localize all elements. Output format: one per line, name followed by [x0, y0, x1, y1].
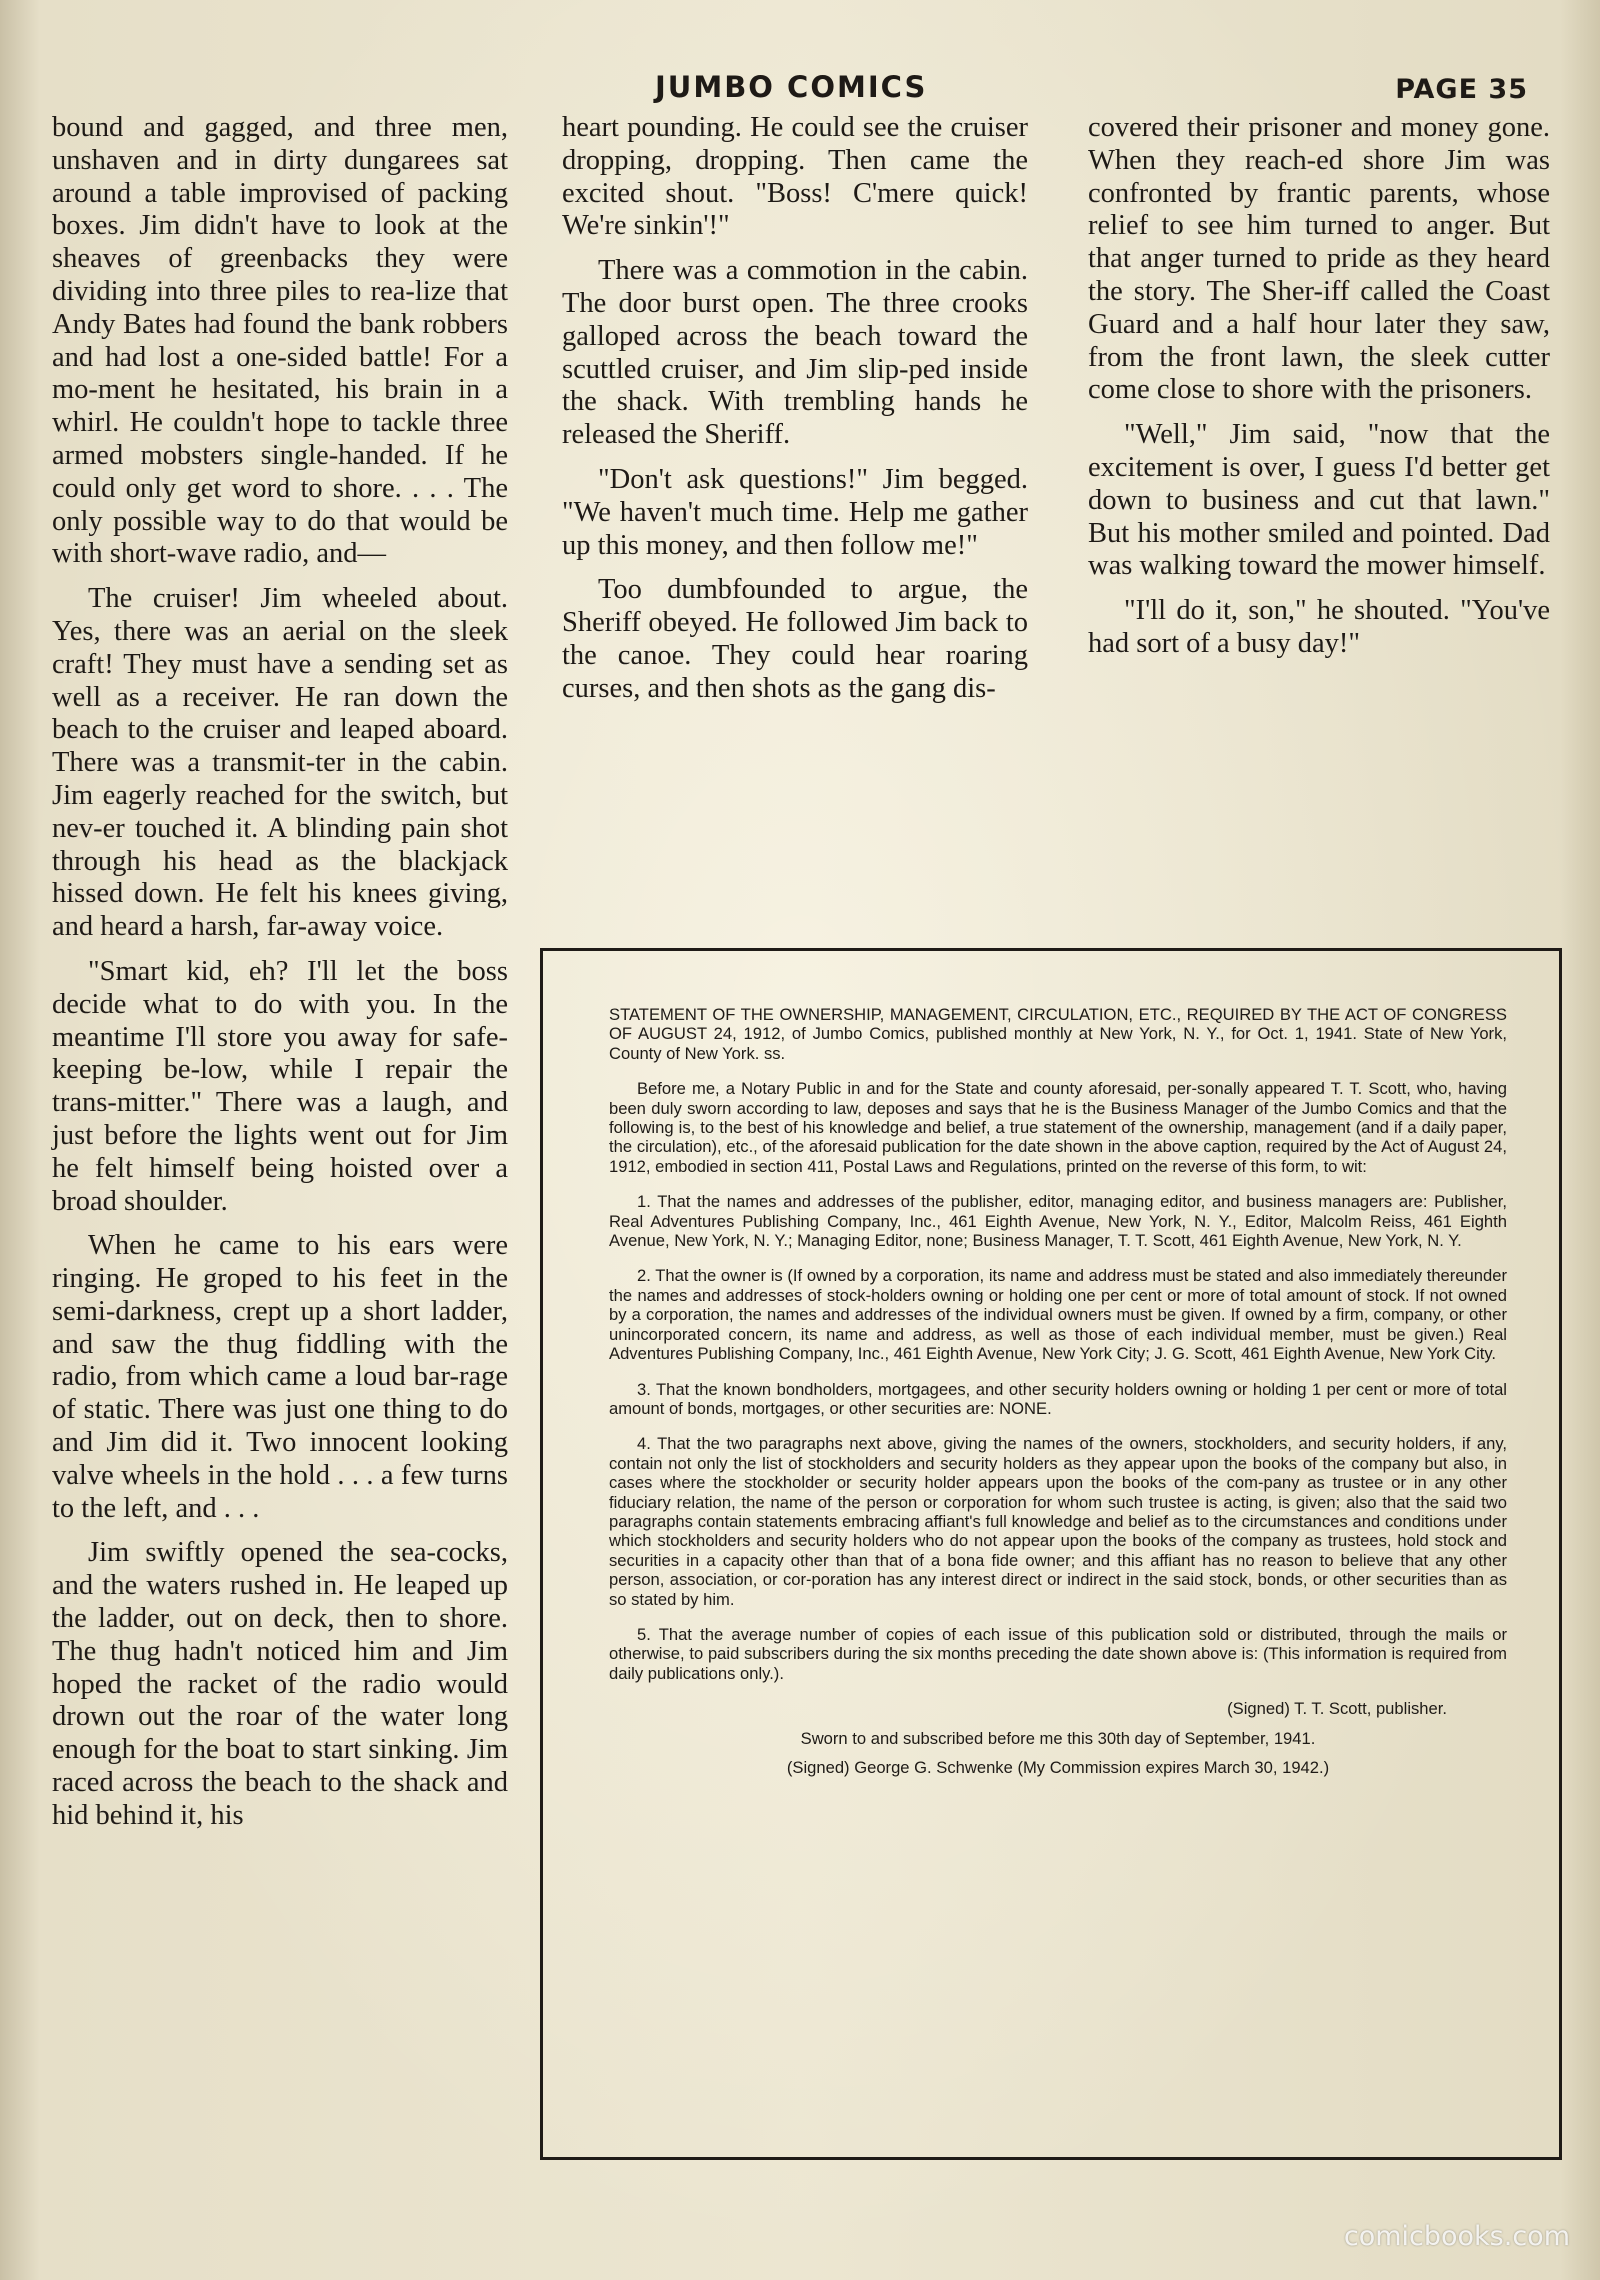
statement-paragraph: 1. That the names and addresses of the publisher, editor, managing editor, and business managers are: Publisher, Real Adventures Publishing Company, Inc., 461 Eighth Avenue, New York, N. Y., Editor, Malcolm Reiss, 461 Eighth Avenue, New York, N. Y.; Managing Editor, none; Business Manager, T. T. Scott, 461 Eighth Avenue, New York, N. Y. — [609, 1192, 1507, 1251]
story-column-1 — [52, 112, 508, 1845]
statement-heading: STATEMENT OF THE OWNERSHIP, MANAGEMENT, CIRCULATION, ETC., REQUIRED BY THE ACT OF CONGRESS OF AUGUST 24, 1912, of Jumbo Comics, published monthly at New York, N. Y., for Oct. 1, 1941. State of New York, County of New York. ss. — [609, 1005, 1507, 1063]
story-paragraph: Too dumbfounded to argue, the Sheriff obeyed. He followed Jim back to the canoe. They could hear roaring curses, and then shots as the gang dis- — [562, 574, 1028, 704]
story-paragraph: "I'll do it, son," he shouted. "You've had sort of a busy day!" — [1088, 595, 1550, 659]
story-paragraph: bound and gagged, and three men, unshaven and in dirty dungarees sat around a table improvised of packing boxes. Jim didn't have to look at the sheaves of greenbacks they were dividing into three piles to rea-lize that Andy Bates had found the bank robbers and had lost a one-sided battle! For a mo-ment he hesitated, his brain in a whirl. He couldn't hope to tackle three armed mobsters single-handed. If he could only get word to shore. . . . The only possible way to do that would be with short-wave radio, and— — [52, 112, 508, 570]
story-paragraph: There was a commotion in the cabin. The door burst open. The three crooks galloped across the beach toward the scuttled cruiser, and Jim slip-ped inside the shack. With trembling hands he released the Sheriff. — [562, 255, 1028, 451]
story-paragraph: "Smart kid, eh? I'll let the boss decide what to do with you. In the meantime I'll store you away for safe-keeping be-low, while I repair the trans-mitter." There was a laugh, and just before the lights went out for Jim he felt himself being hoisted over a broad shoulder. — [52, 955, 508, 1217]
notary-signature: (Signed) George G. Schwenke (My Commission expires March 30, 1942.) — [786, 1758, 1330, 1777]
page-header — [50, 70, 1550, 114]
publisher-signature: (Signed) T. T. Scott, publisher. — [1227, 1699, 1447, 1719]
story-column-3 — [1088, 112, 1550, 673]
story-paragraph: The cruiser! Jim wheeled about. Yes, there was an aerial on the sleek craft! They must have a sending set as well as a receiver. He ran down the beach to the cruiser and leaped aboard. There was a transmit-ter in the cabin. Jim eagerly reached for the switch, but nev-er touched it. A blinding pain shot through his head as the blackjack hissed down. He felt his knees giving, and heard a harsh, far-away voice. — [52, 583, 508, 943]
statement-paragraph: 2. That the owner is (If owned by a corporation, its name and address must be stated and also immediately thereunder the names and addresses of stock-holders owning or holding one per cent or more of total amount of stock. If not owned by a corporation, the names and addresses of the individual owners must be given. If owned by a firm, company, or other unincorporated concern, its name and address, as well as those of each individual member, must be given.) Real Adventures Publishing Company, Inc., 461 Eighth Avenue, New York City; J. G. Scott, 461 Eighth Avenue, New York City. — [609, 1266, 1507, 1364]
magazine-title: JUMBO COMICS — [655, 70, 928, 104]
statement-paragraph: Before me, a Notary Public in and for the State and county aforesaid, per-sonally appeared T. T. Scott, who, having been duly sworn according to law, deposes and says that he is the Business Manager of the Jumbo Comics and that the following is, to the best of his knowledge and belief, a true statement of the ownership, management (and if a daily paper, the circulation), etc., of the aforesaid publication for the date shown in the above caption, required by the Act of August 24, 1912, embodied in section 411, Postal Laws and Regulations, printed on the reverse of this form, to wit: — [609, 1079, 1507, 1176]
story-column-2 — [562, 112, 1028, 718]
story-paragraph: heart pounding. He could see the cruiser dropping, dropping. Then came the excited shout. "Boss! C'mere quick! We're sinkin'!" — [562, 112, 1028, 242]
story-paragraph: "Well," Jim said, "now that the excitement is over, I guess I'd better get down to business and cut that lawn." But his mother smiled and pointed. Dad was walking toward the mower himself. — [1088, 419, 1550, 582]
story-paragraph: When he came to his ears were ringing. He groped to his feet in the semi-darkness, crept up a short ladder, and saw the thug fiddling with the radio, from which came a loud bar-rage of static. There was just one thing to do and Jim did it. Two innocent looking valve wheels in the hold . . . a few turns to the left, and . . . — [52, 1230, 508, 1524]
statement-paragraph: 4. That the two paragraphs next above, giving the names of the owners, stockholders, and security holders, if any, contain not only the list of stockholders and security holders as they appear upon the books of the company but also, in cases where the stockholder or security holder appears upon the books of the com-pany as trustee or in any other fiduciary relation, the name of the person or corporation for whom such trustee is acting, is given; also that the said two paragraphs contain statements embracing affiant's full knowledge and belief as to the circumstances and conditions under which stockholders and security holders who do not appear upon the books of the company as trustees, hold stock and securities in a capacity other than that of a bona fide owner; and this affiant has no reason to believe that any other person, association, or cor-poration has any interest direct or indirect in the said stock, bonds, or other securities than as so stated by him. — [609, 1434, 1507, 1609]
story-paragraph: "Don't ask questions!" Jim begged. "We haven't much time. Help me gather up this money, and then follow me!" — [562, 463, 1028, 561]
statement-paragraph: 5. That the average number of copies of each issue of this publication sold or distributed, through the mails or otherwise, to paid subscribers during the six months preceding the date shown above is: (This information is required from daily publications only.). — [609, 1624, 1507, 1683]
story-paragraph: Jim swiftly opened the sea-cocks, and the waters rushed in. He leaped up the ladder, out on deck, then to shore. The thug hadn't noticed him and Jim hoped the racket of the radio would drown out the roar of the water long enough for the boat to start sinking. Jim raced across the beach to the shack and hid behind it, his — [52, 1537, 508, 1831]
ownership-statement-box — [540, 948, 1562, 2160]
sworn-line: Sworn to and subscribed before me this 30th day of September, 1941. — [800, 1728, 1316, 1748]
page-number: PAGE 35 — [1395, 74, 1528, 105]
site-watermark: comicbooks.com — [1343, 2221, 1570, 2252]
story-paragraph: covered their prisoner and money gone. When they reach-ed shore Jim was confronted by frantic parents, whose relief to see him turned to anger. But that anger turned to pride as they heard the story. The Sher-iff called the Coast Guard and a half hour later they saw, from the front lawn, the sleek cutter come close to shore with the prisoners. — [1088, 112, 1550, 406]
statement-paragraph: 3. That the known bondholders, mortgagees, and other security holders owning or holding 1 per cent or more of total amount of bonds, mortgages, or other securities are: NONE. — [609, 1379, 1507, 1418]
